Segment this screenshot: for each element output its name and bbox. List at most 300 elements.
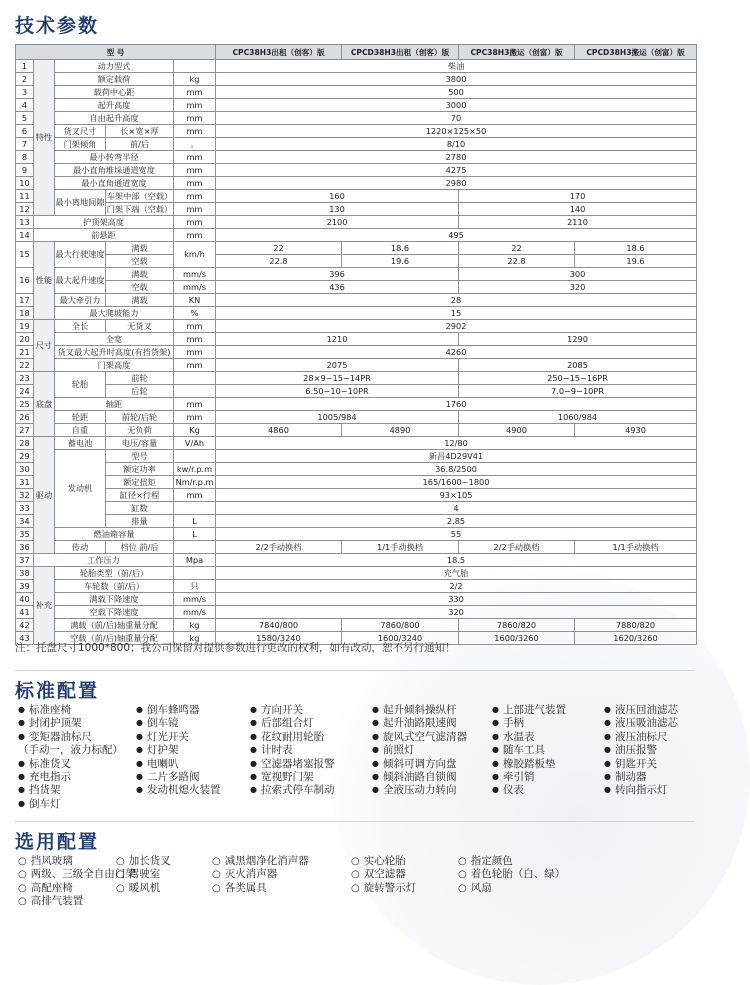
row-unit	[174, 385, 216, 398]
table-row	[16, 450, 697, 463]
row-label: 门架倾角	[55, 138, 106, 151]
row-value: 1210	[216, 333, 459, 346]
row-value: 2902	[216, 320, 697, 333]
model-col-4: CPCD38H3搬运（创富）版	[575, 45, 697, 60]
row-value: 2/2	[216, 580, 697, 593]
row-unit: kg	[174, 632, 216, 645]
row-unit: kg	[174, 73, 216, 86]
row-number: 13	[16, 216, 34, 229]
table-row	[16, 125, 697, 138]
row-label: 前悬距	[34, 229, 174, 242]
row-value: 1/1手动换档	[575, 541, 697, 554]
standard-item: ● 二片多路阀	[136, 771, 250, 784]
model-col-2: CPCD38H3出租（创客）版	[342, 45, 459, 60]
table-row	[16, 398, 697, 411]
optional-item: ○ 着色轮胎（白、绿）	[458, 868, 608, 881]
row-number: 37	[16, 554, 34, 567]
row-unit: kw/r.p.m	[174, 463, 216, 476]
row-unit: mm/s	[174, 606, 216, 619]
standard-item: ● 油压报警	[604, 744, 699, 757]
row-value: 500	[216, 86, 697, 99]
row-unit: mm	[174, 359, 216, 372]
row-sublabel: 满载	[106, 242, 174, 255]
table-row	[16, 229, 697, 242]
standard-item: ● 发动机熄火装置	[136, 784, 250, 797]
standard-item: ● 转向指示灯	[604, 784, 699, 797]
table-row	[16, 190, 697, 203]
row-unit: %	[174, 307, 216, 320]
row-value: 22	[459, 242, 575, 255]
standard-item: ● 充电指示	[18, 771, 136, 784]
table-row	[16, 502, 697, 515]
row-value: 93×105	[216, 489, 697, 502]
row-number: 21	[16, 346, 34, 359]
row-sublabel: 缸数	[106, 502, 174, 515]
row-sublabel: 前轮	[106, 372, 174, 385]
standard-item: ● 拉索式停车制动	[250, 784, 372, 797]
table-row	[16, 112, 697, 125]
row-number: 9	[16, 164, 34, 177]
row-unit	[174, 372, 216, 385]
standard-item: ● 倒车灯	[18, 798, 136, 811]
row-number: 35	[16, 528, 34, 541]
empty-cell	[212, 895, 351, 908]
row-label: 护顶架高度	[34, 216, 174, 229]
row-label: 额定载荷	[55, 73, 174, 86]
standard-item: ● 挡货架	[18, 784, 136, 797]
row-sublabel: 额定扭矩	[106, 476, 174, 489]
group-label: 补充	[34, 567, 55, 645]
table-row	[16, 541, 697, 554]
row-unit	[174, 541, 216, 554]
table-row	[16, 138, 697, 151]
row-value: 2/2手动换档	[216, 541, 342, 554]
table-row	[16, 411, 697, 424]
row-number: 24	[16, 385, 34, 398]
row-value: 170	[459, 190, 697, 203]
row-number: 4	[16, 99, 34, 112]
row-value: 55	[216, 528, 697, 541]
row-number: 39	[16, 580, 34, 593]
row-label: 最大爬坡能力	[55, 307, 174, 320]
row-label: 货叉最大起升时高度(有挡货架)	[55, 346, 174, 359]
table-row	[16, 476, 697, 489]
row-sublabel: 空载	[106, 255, 174, 268]
row-unit: Mpa	[174, 554, 216, 567]
row-label: 最小离地间隙	[55, 190, 106, 216]
row-value: 4275	[216, 164, 697, 177]
row-value: 300	[459, 268, 697, 281]
row-label: 动力型式	[55, 60, 174, 73]
table-row	[16, 606, 697, 619]
standard-item: ● 空滤器堵塞报警	[250, 758, 372, 771]
optional-item: ○ 挡风玻璃	[18, 855, 116, 868]
group-label: 驱动	[34, 437, 55, 554]
row-label: 工作压力	[34, 554, 174, 567]
row-label: 轮距	[55, 411, 106, 424]
row-unit: 。	[174, 138, 216, 151]
standard-item: （手动一，液力标配）	[18, 744, 123, 757]
table-row	[16, 242, 697, 255]
row-value: 3000	[216, 99, 697, 112]
empty-cell	[458, 895, 608, 908]
table-row	[16, 177, 697, 190]
row-unit: mm	[174, 216, 216, 229]
row-value: 1620/3260	[575, 632, 697, 645]
row-number: 36	[16, 541, 34, 554]
standard-item: ● 标准货叉	[18, 758, 136, 771]
row-unit	[174, 567, 216, 580]
standard-items-list	[18, 704, 699, 811]
row-label: 轴距	[55, 398, 174, 411]
row-value: 12/80	[216, 437, 697, 450]
table-row	[16, 99, 697, 112]
row-label: 最大行驶速度	[55, 242, 106, 268]
table-row	[16, 216, 697, 229]
table-row	[16, 346, 697, 359]
row-label: 载荷中心距	[55, 86, 174, 99]
row-label: 轮胎类型（前/后）	[55, 567, 174, 580]
row-label: 轮胎	[55, 372, 106, 398]
standard-item: ● 前照灯	[372, 744, 492, 757]
table-row	[16, 281, 697, 294]
standard-item: ● 钥匙开关	[604, 758, 699, 771]
row-value: 1005/984	[216, 411, 459, 424]
table-row	[16, 255, 697, 268]
row-unit: mm	[174, 86, 216, 99]
table-row	[16, 164, 697, 177]
row-unit: mm	[174, 398, 216, 411]
table-row	[16, 333, 697, 346]
table-row	[16, 86, 697, 99]
row-value: 18.6	[342, 242, 459, 255]
standard-item: ● 电喇叭	[136, 758, 250, 771]
row-unit: mm/s	[174, 281, 216, 294]
standard-item: ● 上部进气装置	[492, 704, 604, 717]
row-unit: V/Ah	[174, 437, 216, 450]
row-unit: mm	[174, 125, 216, 138]
standard-item: ● 倒车蜂鸣器	[136, 704, 250, 717]
row-value: 1/1手动换档	[342, 541, 459, 554]
row-number: 19	[16, 320, 34, 333]
optional-item: ○ 指定颜色	[458, 855, 608, 868]
standard-item: ● 液压吸油滤芯	[604, 717, 699, 730]
row-value: 4900	[459, 424, 575, 437]
optional-item: ○ 高排气装置	[18, 895, 116, 908]
row-value: 4930	[575, 424, 697, 437]
row-number: 1	[16, 60, 34, 73]
standard-item: ● 宽视野门架	[250, 771, 372, 784]
row-value: 22.8	[459, 255, 575, 268]
row-label: 发动机	[55, 450, 106, 528]
row-value: 2100	[216, 216, 459, 229]
row-value: 4860	[216, 424, 342, 437]
row-number: 38	[16, 567, 34, 580]
model-header: 型 号	[16, 45, 216, 60]
optional-item: ○ 旋转警示灯	[351, 882, 458, 895]
row-value: 1290	[459, 333, 697, 346]
row-label: 货叉尺寸	[55, 125, 106, 138]
row-value: 320	[459, 281, 697, 294]
row-value: 4260	[216, 346, 697, 359]
row-number: 25	[16, 398, 34, 411]
row-sublabel: 无负荷	[106, 424, 174, 437]
empty-cell	[492, 798, 604, 811]
group-label: 尺寸	[34, 320, 55, 372]
row-number: 18	[16, 307, 34, 320]
row-label: 门架高度	[55, 359, 174, 372]
standard-item: ● 封闭护顶架	[18, 717, 136, 730]
row-label: 最小直角堆垛通道宽度	[55, 164, 174, 177]
standard-item: ● 橡胶踏板垫	[492, 758, 604, 771]
row-unit: mm/s	[174, 593, 216, 606]
row-unit: mm	[174, 489, 216, 502]
optional-item: ○ 实心轮胎	[351, 855, 458, 868]
group-label: 底盘	[34, 372, 55, 437]
row-unit: km/h	[174, 242, 216, 268]
row-number: 27	[16, 424, 34, 437]
row-label: 空载下降速度	[55, 606, 174, 619]
row-unit: mm	[174, 190, 216, 203]
table-footnote: 注：托盘尺寸1000*800；我公司保留对提供参数进行更改的权利，如有改动，恕不另行通知！	[15, 642, 456, 654]
row-number: 26	[16, 411, 34, 424]
table-row	[16, 151, 697, 164]
row-unit	[174, 502, 216, 515]
row-value: 充气胎	[216, 567, 697, 580]
row-unit: mm	[174, 229, 216, 242]
row-number: 6	[16, 125, 34, 138]
table-row	[16, 385, 697, 398]
table-row	[16, 463, 697, 476]
table-header-row	[16, 45, 697, 60]
table-row	[16, 528, 697, 541]
table-row	[16, 554, 697, 567]
row-unit: mm	[174, 333, 216, 346]
row-label: 最大起升速度	[55, 268, 106, 294]
model-col-3: CPC38H3搬运（创富）版	[459, 45, 575, 60]
standard-item: ● 灯护架	[136, 744, 250, 757]
row-unit: mm	[174, 112, 216, 125]
row-value: 320	[216, 606, 697, 619]
group-label: 特性	[34, 60, 55, 216]
row-number: 23	[16, 372, 34, 385]
row-value: 18.6	[575, 242, 697, 255]
row-value: 22	[216, 242, 342, 255]
row-sublabel: 门架下端（空载）	[106, 203, 173, 214]
row-value: 165/1600~1800	[216, 476, 697, 489]
row-unit: mm	[174, 151, 216, 164]
row-number: 28	[16, 437, 34, 450]
empty-cell	[604, 798, 699, 811]
row-value: 130	[216, 203, 459, 216]
row-unit	[174, 60, 216, 73]
row-number: 42	[16, 619, 34, 632]
row-number: 20	[16, 333, 34, 346]
standard-item: ● 倒车镜	[136, 717, 250, 730]
empty-cell	[351, 895, 458, 908]
row-label: 全长	[55, 320, 106, 333]
standard-item: ● 随车工具	[492, 744, 604, 757]
row-value: 2085	[459, 359, 697, 372]
table-row	[16, 593, 697, 606]
table-row	[16, 320, 697, 333]
row-value: 28	[216, 294, 697, 307]
row-number: 14	[16, 229, 34, 242]
standard-item: ● 液压油标尺	[604, 731, 699, 744]
row-value: 7860/820	[459, 619, 575, 632]
row-value: 19.6	[342, 255, 459, 268]
row-value: 7.0−9−10PR	[459, 385, 697, 398]
row-value: 4890	[342, 424, 459, 437]
row-value: 140	[459, 203, 697, 216]
row-sublabel: 排量	[106, 515, 174, 528]
row-label: 传动	[55, 541, 106, 554]
row-number: 8	[16, 151, 34, 164]
standard-item: ● 倾斜可调方向盘	[372, 758, 492, 771]
row-value: 250−15−16PR	[459, 372, 697, 385]
table-row	[16, 424, 697, 437]
row-sublabel: 型号	[106, 450, 174, 463]
standard-item: ● 灯光开关	[136, 731, 250, 744]
standard-item: ● 计时表	[250, 744, 372, 757]
standard-item: ● 液压回油滤芯	[604, 704, 699, 717]
row-unit: mm	[174, 203, 216, 216]
spec-table	[15, 44, 697, 645]
standard-item: ● 手柄	[492, 717, 604, 730]
row-value: 2780	[216, 151, 697, 164]
row-value: 495	[216, 229, 697, 242]
row-label: 自重	[55, 424, 106, 437]
standard-item: ● 起升油路限速阀	[372, 717, 492, 730]
table-row	[16, 372, 697, 385]
row-sublabel: 满载	[106, 294, 174, 307]
model-col-1: CPC38H3出租（创客）版	[216, 45, 342, 60]
row-unit: L	[174, 528, 216, 541]
row-value: 2980	[216, 177, 697, 190]
group-label: 性能	[34, 242, 55, 320]
row-label: 起升高度	[55, 99, 174, 112]
optional-item: ○ 双空滤器	[351, 868, 458, 881]
row-unit: Nm/r.p.m	[174, 476, 216, 489]
row-unit: mm	[174, 177, 216, 190]
standard-item: ● 标准座椅	[18, 704, 136, 717]
standard-item: ● 倾斜油路自锁阀	[372, 771, 492, 784]
row-unit: mm	[174, 411, 216, 424]
empty-cell	[250, 798, 372, 811]
row-label: 最大牵引力	[55, 294, 106, 307]
row-value: 7840/800	[216, 619, 342, 632]
row-value: 柴油	[216, 60, 697, 73]
row-number: 3	[16, 86, 34, 99]
table-row	[16, 437, 697, 450]
row-number: 12	[16, 203, 34, 216]
row-sublabel: 满载	[106, 268, 174, 281]
row-value: 28×9−15−14PR	[216, 372, 459, 385]
row-number: 41	[16, 606, 34, 619]
table-row	[16, 567, 697, 580]
row-sublabel: 前/后	[106, 138, 174, 151]
empty-cell	[136, 798, 250, 811]
row-value: 1600/3240	[342, 632, 459, 645]
optional-item: ○ 减黑烟净化消声器	[212, 855, 351, 868]
row-number: 5	[16, 112, 34, 125]
spec-section-title: 技术参数	[15, 15, 100, 37]
section-divider	[15, 670, 695, 671]
row-value: 2/2手动换档	[459, 541, 575, 554]
standard-item: ● 变矩器油标尺	[18, 731, 136, 744]
row-number: 22	[16, 359, 34, 372]
row-number: 30	[16, 463, 34, 476]
table-row	[16, 307, 697, 320]
row-value: 新昌4D29V41	[216, 450, 697, 463]
row-label: 最小直角通道宽度	[55, 177, 174, 190]
row-unit: kg	[174, 619, 216, 632]
row-value: 1600/3260	[459, 632, 575, 645]
row-value: 7860/800	[342, 619, 459, 632]
row-number: 11	[16, 190, 34, 203]
row-sublabel: 前轮/后轮	[106, 411, 174, 424]
optional-item: ○ 高配座椅	[18, 882, 116, 895]
row-value: 22.8	[216, 255, 342, 268]
row-value: 2075	[216, 359, 459, 372]
row-value: 2110	[459, 216, 697, 229]
standard-item: ● 仪表	[492, 784, 604, 797]
row-number: 34	[16, 515, 34, 528]
row-value: 70	[216, 112, 697, 125]
standard-item: ● 制动器	[604, 771, 699, 784]
row-label: 满载（前/后)轴重量分配	[55, 619, 174, 632]
row-number: 43	[16, 632, 34, 645]
optional-item: ○ 加长货叉	[116, 855, 212, 868]
table-row	[16, 294, 697, 307]
standard-item: ● 水温表	[492, 731, 604, 744]
optional-item: ○ 各类属具	[212, 882, 351, 895]
optional-section-title: 选用配置	[15, 831, 100, 853]
optional-item: ○ 风扇	[458, 882, 608, 895]
row-value: 15	[216, 307, 697, 320]
empty-cell	[116, 895, 212, 908]
row-unit: L	[174, 515, 216, 528]
row-value: 436	[216, 281, 459, 294]
row-sublabel: 无货叉	[106, 320, 174, 333]
row-label: 最小转弯半径	[55, 151, 174, 164]
row-unit: mm	[174, 99, 216, 112]
row-number: 29	[16, 450, 34, 463]
row-value: 1060/984	[459, 411, 697, 424]
table-row	[16, 580, 697, 593]
row-value: 3800	[216, 73, 697, 86]
optional-item: ○ 两级、三级全自由门架	[18, 868, 116, 881]
table-row	[16, 73, 697, 86]
row-value: 8/10	[216, 138, 697, 151]
row-value: 396	[216, 268, 459, 281]
row-number: 7	[16, 138, 34, 151]
standard-item: ● 花纹耐用轮胎	[250, 731, 372, 744]
row-value: 7880/820	[575, 619, 697, 632]
standard-item: ● 起升倾斜操纵杆	[372, 704, 492, 717]
row-value: 36.8/2500	[216, 463, 697, 476]
row-sublabel: 空载	[106, 281, 174, 294]
row-unit: mm	[174, 346, 216, 359]
row-number: 32	[16, 489, 34, 502]
row-label: 蓄电池	[55, 437, 106, 450]
standard-item: ● 方向开关	[250, 704, 372, 717]
row-label: 燃油箱容量	[55, 528, 174, 541]
row-number: 2	[16, 73, 34, 86]
row-value: 2.85	[216, 515, 697, 528]
row-sublabel: 长×宽×厚	[106, 125, 174, 138]
row-unit: mm/s	[174, 268, 216, 281]
